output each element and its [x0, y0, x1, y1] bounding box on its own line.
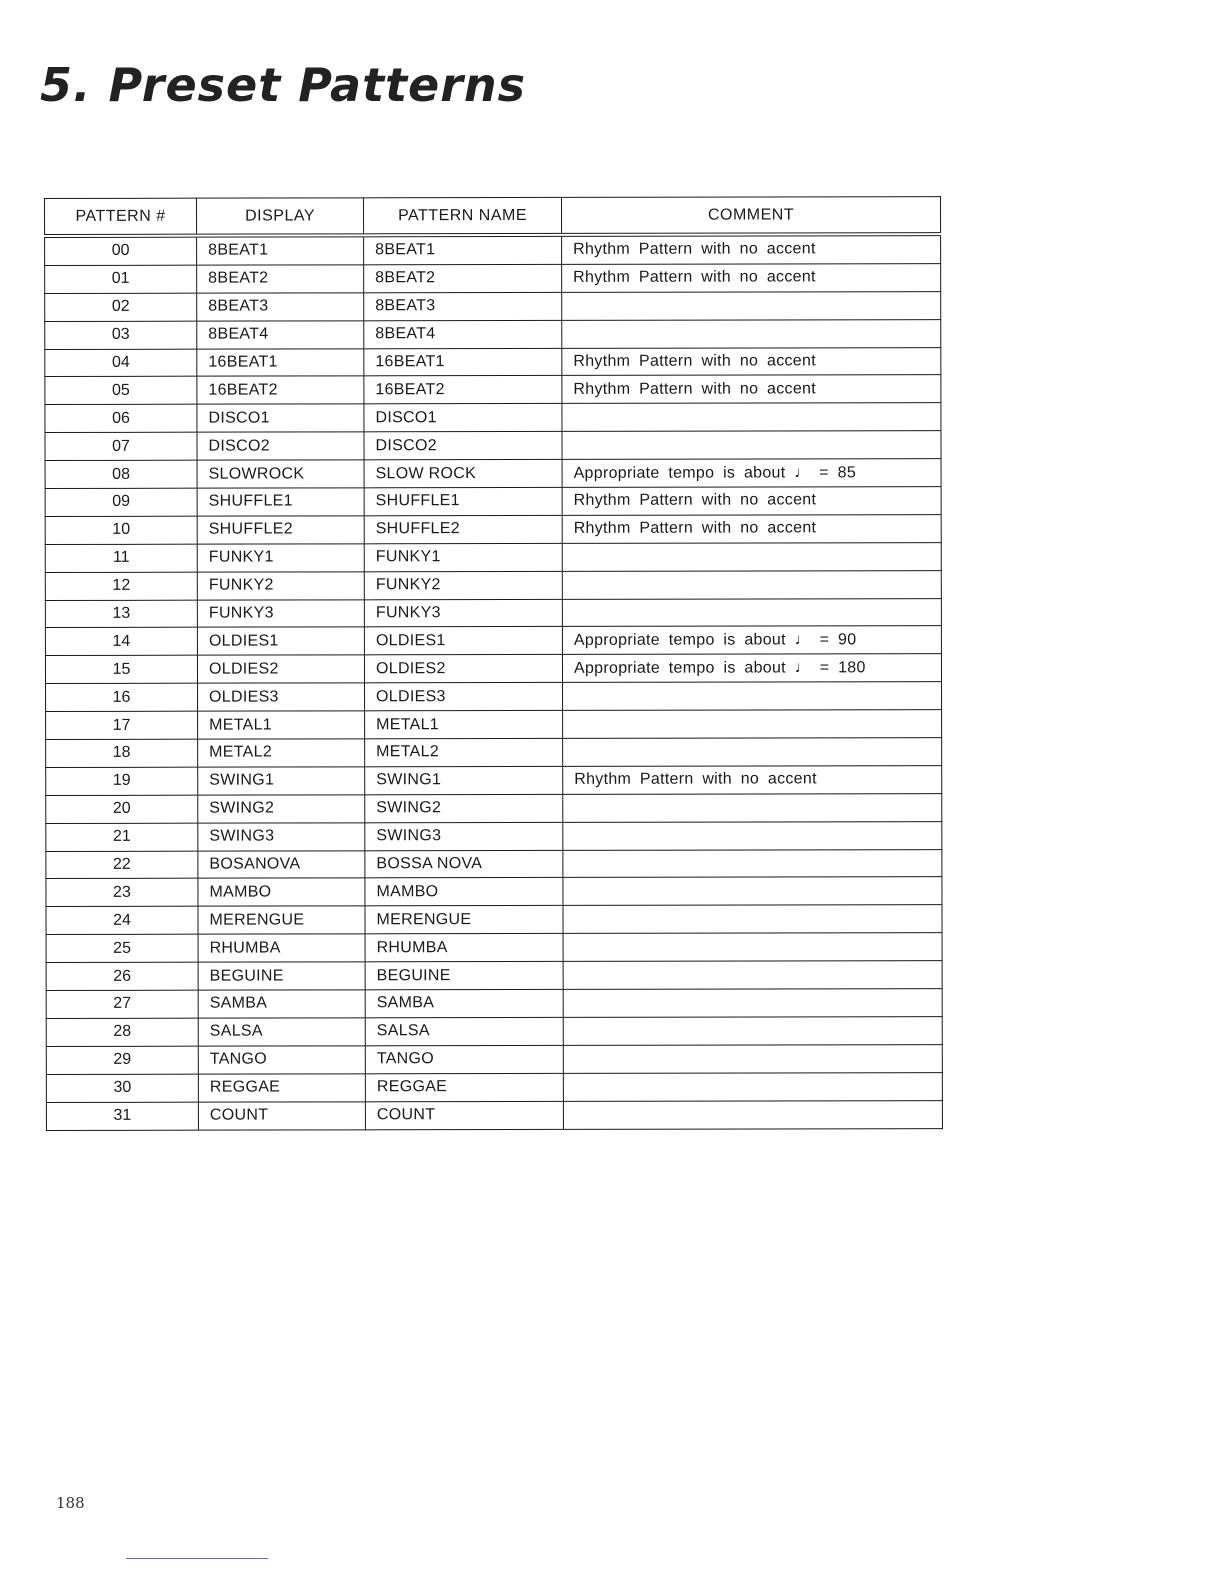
preset-patterns-table [44, 196, 943, 1130]
table-row [45, 319, 941, 349]
header-pattern-number: PATTERN # [45, 198, 197, 236]
page-title: 5. Preset Patterns [40, 58, 527, 112]
pattern-name-cell: OLDIES3 [365, 683, 563, 711]
comment-cell [563, 1017, 942, 1046]
pattern-number-cell: 23 [46, 879, 198, 907]
pattern-name-cell: BOSSA NOVA [365, 850, 563, 878]
comment-cell [563, 710, 942, 739]
table-row [45, 375, 941, 405]
comment-cell [563, 933, 942, 962]
table-row [46, 877, 942, 907]
comment-cell: Appropriate tempo is about ♩ = 90 [562, 626, 941, 655]
table-row [45, 570, 941, 600]
page-number: 188 [56, 1494, 85, 1512]
table-row [46, 682, 942, 712]
table-body [45, 234, 943, 1130]
pattern-number-cell: 18 [46, 739, 198, 767]
pattern-name-cell: COUNT [365, 1101, 563, 1129]
display-cell: SHUFFLE2 [197, 516, 364, 544]
pattern-name-cell: SWING1 [365, 766, 563, 794]
pattern-name-cell: 8BEAT1 [364, 235, 562, 265]
table-row [46, 821, 942, 851]
display-cell: MERENGUE [198, 906, 365, 934]
comment-cell [563, 821, 942, 850]
comment-cell [563, 1072, 942, 1101]
pattern-number-cell: 11 [45, 544, 197, 572]
table-row [46, 793, 942, 823]
table-row [46, 989, 942, 1019]
table-row [46, 1017, 942, 1047]
pattern-number-cell: 31 [46, 1102, 198, 1130]
pattern-number-cell: 03 [45, 321, 197, 349]
table-row [45, 431, 941, 461]
comment-cell [562, 291, 941, 320]
comment-cell [562, 598, 941, 627]
pattern-number-cell: 01 [45, 265, 197, 293]
display-cell: REGGAE [198, 1074, 365, 1102]
pattern-name-cell: 8BEAT2 [364, 264, 562, 292]
table-row [46, 905, 942, 935]
pattern-name-cell: SWING3 [365, 822, 563, 850]
display-cell: COUNT [198, 1101, 365, 1129]
display-cell: SWING3 [198, 823, 365, 851]
pattern-number-cell: 00 [45, 236, 197, 266]
display-cell: 8BEAT4 [197, 321, 364, 349]
display-cell: OLDIES2 [197, 655, 364, 683]
pattern-number-cell: 30 [46, 1074, 198, 1102]
table-row [45, 234, 941, 265]
comment-cell: Rhythm Pattern with no accent [562, 515, 941, 544]
pattern-name-cell: SWING2 [365, 794, 563, 822]
pattern-number-cell: 27 [46, 990, 198, 1018]
display-cell: MAMBO [198, 878, 365, 906]
display-cell: SWING2 [198, 795, 365, 823]
pattern-number-cell: 13 [45, 600, 197, 628]
display-cell: BOSANOVA [198, 850, 365, 878]
table-row [45, 291, 941, 321]
table-row [45, 459, 941, 489]
comment-cell: Rhythm Pattern with no accent [562, 234, 941, 264]
display-cell: 16BEAT1 [197, 348, 364, 376]
table-row [46, 933, 942, 963]
table-row [45, 654, 941, 684]
table-row [45, 403, 941, 433]
comment-cell [563, 989, 942, 1018]
pattern-number-cell: 20 [46, 795, 198, 823]
table-header-row [45, 197, 941, 236]
pattern-number-cell: 29 [46, 1046, 198, 1074]
pattern-number-cell: 21 [46, 823, 198, 851]
comment-cell [562, 403, 941, 432]
comment-cell [563, 738, 942, 767]
pattern-number-cell: 06 [45, 405, 197, 433]
pattern-number-cell: 14 [45, 628, 197, 656]
pattern-name-cell: 8BEAT3 [364, 292, 562, 320]
display-cell: 8BEAT2 [197, 265, 364, 293]
pattern-name-cell: SHUFFLE2 [364, 515, 562, 543]
pattern-number-cell: 05 [45, 377, 197, 405]
table-row [46, 766, 942, 796]
pattern-number-cell: 07 [45, 432, 197, 460]
table-row [45, 264, 941, 294]
comment-cell [562, 570, 941, 599]
pattern-number-cell: 04 [45, 349, 197, 377]
display-cell: METAL1 [198, 711, 365, 739]
comment-cell [563, 793, 942, 822]
table-row [46, 961, 942, 991]
table-row [46, 849, 942, 879]
comment-cell [563, 877, 942, 906]
display-cell: METAL2 [198, 739, 365, 767]
comment-cell: Rhythm Pattern with no accent [562, 264, 941, 293]
pattern-name-cell: FUNKY1 [364, 543, 562, 571]
pattern-name-cell: SAMBA [365, 989, 563, 1017]
display-cell: FUNKY3 [197, 599, 364, 627]
comment-cell: Rhythm Pattern with no accent [563, 766, 942, 795]
pattern-number-cell: 24 [46, 907, 198, 935]
display-cell: DISCO1 [197, 404, 364, 432]
pattern-number-cell: 02 [45, 293, 197, 321]
display-cell: FUNKY1 [197, 544, 364, 572]
display-cell: SLOWROCK [197, 460, 364, 488]
pattern-number-cell: 28 [46, 1018, 198, 1046]
pattern-name-cell: RHUMBA [365, 934, 563, 962]
comment-cell [563, 1100, 942, 1129]
pattern-name-cell: SLOW ROCK [364, 460, 562, 488]
display-cell: DISCO2 [197, 432, 364, 460]
footer-divider [126, 1558, 268, 1559]
pattern-number-cell: 26 [46, 962, 198, 990]
table-row [46, 1044, 942, 1074]
pattern-name-cell: OLDIES2 [364, 655, 562, 683]
pattern-name-cell: REGGAE [365, 1073, 563, 1101]
table-row [46, 738, 942, 768]
pattern-name-cell: SHUFFLE1 [364, 487, 562, 515]
pattern-name-cell: DISCO1 [364, 404, 562, 432]
comment-cell [563, 905, 942, 934]
comment-cell [563, 849, 942, 878]
display-cell: FUNKY2 [197, 572, 364, 600]
pattern-number-cell: 22 [46, 851, 198, 879]
comment-cell [562, 431, 941, 460]
table-row [45, 347, 941, 377]
comment-cell: Rhythm Pattern with no accent [562, 347, 941, 376]
comment-cell [563, 1044, 942, 1073]
display-cell: RHUMBA [198, 934, 365, 962]
pattern-name-cell: MERENGUE [365, 906, 563, 934]
pattern-name-cell: METAL2 [365, 738, 563, 766]
table-row [45, 487, 941, 517]
table-row [46, 710, 942, 740]
comment-cell: Rhythm Pattern with no accent [562, 375, 941, 404]
pattern-number-cell: 25 [46, 934, 198, 962]
pattern-number-cell: 17 [46, 711, 198, 739]
header-comment: COMMENT [561, 197, 940, 235]
pattern-number-cell: 16 [46, 683, 198, 711]
pattern-number-cell: 15 [45, 656, 197, 684]
display-cell: OLDIES3 [198, 683, 365, 711]
table-row [45, 626, 941, 656]
comment-cell: Appropriate tempo is about ♩ = 85 [562, 459, 941, 488]
pattern-name-cell: SALSA [365, 1017, 563, 1045]
header-display: DISPLAY [197, 198, 364, 236]
pattern-name-cell: OLDIES1 [364, 627, 562, 655]
table-row [46, 1072, 942, 1102]
comment-cell: Appropriate tempo is about ♩ = 180 [562, 654, 941, 683]
table-row [45, 515, 941, 545]
pattern-name-cell: TANGO [365, 1045, 563, 1073]
pattern-name-cell: MAMBO [365, 878, 563, 906]
display-cell: SALSA [198, 1018, 365, 1046]
table-row [45, 598, 941, 628]
display-cell: SHUFFLE1 [197, 488, 364, 516]
pattern-number-cell: 09 [45, 488, 197, 516]
pattern-name-cell: 16BEAT1 [364, 348, 562, 376]
pattern-number-cell: 08 [45, 460, 197, 488]
display-cell: 8BEAT1 [197, 235, 364, 265]
display-cell: SWING1 [198, 767, 365, 795]
pattern-name-cell: DISCO2 [364, 432, 562, 460]
display-cell: TANGO [198, 1046, 365, 1074]
display-cell: OLDIES1 [197, 627, 364, 655]
pattern-number-cell: 12 [45, 572, 197, 600]
header-pattern-name: PATTERN NAME [364, 197, 562, 235]
display-cell: 16BEAT2 [197, 376, 364, 404]
display-cell: 8BEAT3 [197, 293, 364, 321]
comment-cell [563, 682, 942, 711]
comment-cell [562, 319, 941, 348]
display-cell: SAMBA [198, 990, 365, 1018]
pattern-name-cell: BEGUINE [365, 962, 563, 990]
comment-cell [562, 542, 941, 571]
display-cell: BEGUINE [198, 962, 365, 990]
table-row [45, 542, 941, 572]
pattern-name-cell: 16BEAT2 [364, 376, 562, 404]
table-row [46, 1100, 942, 1130]
comment-cell [563, 961, 942, 990]
pattern-number-cell: 10 [45, 516, 197, 544]
pattern-name-cell: FUNKY3 [364, 599, 562, 627]
pattern-name-cell: FUNKY2 [364, 571, 562, 599]
pattern-name-cell: METAL1 [365, 711, 563, 739]
pattern-number-cell: 19 [46, 767, 198, 795]
comment-cell: Rhythm Pattern with no accent [562, 487, 941, 516]
pattern-name-cell: 8BEAT4 [364, 320, 562, 348]
